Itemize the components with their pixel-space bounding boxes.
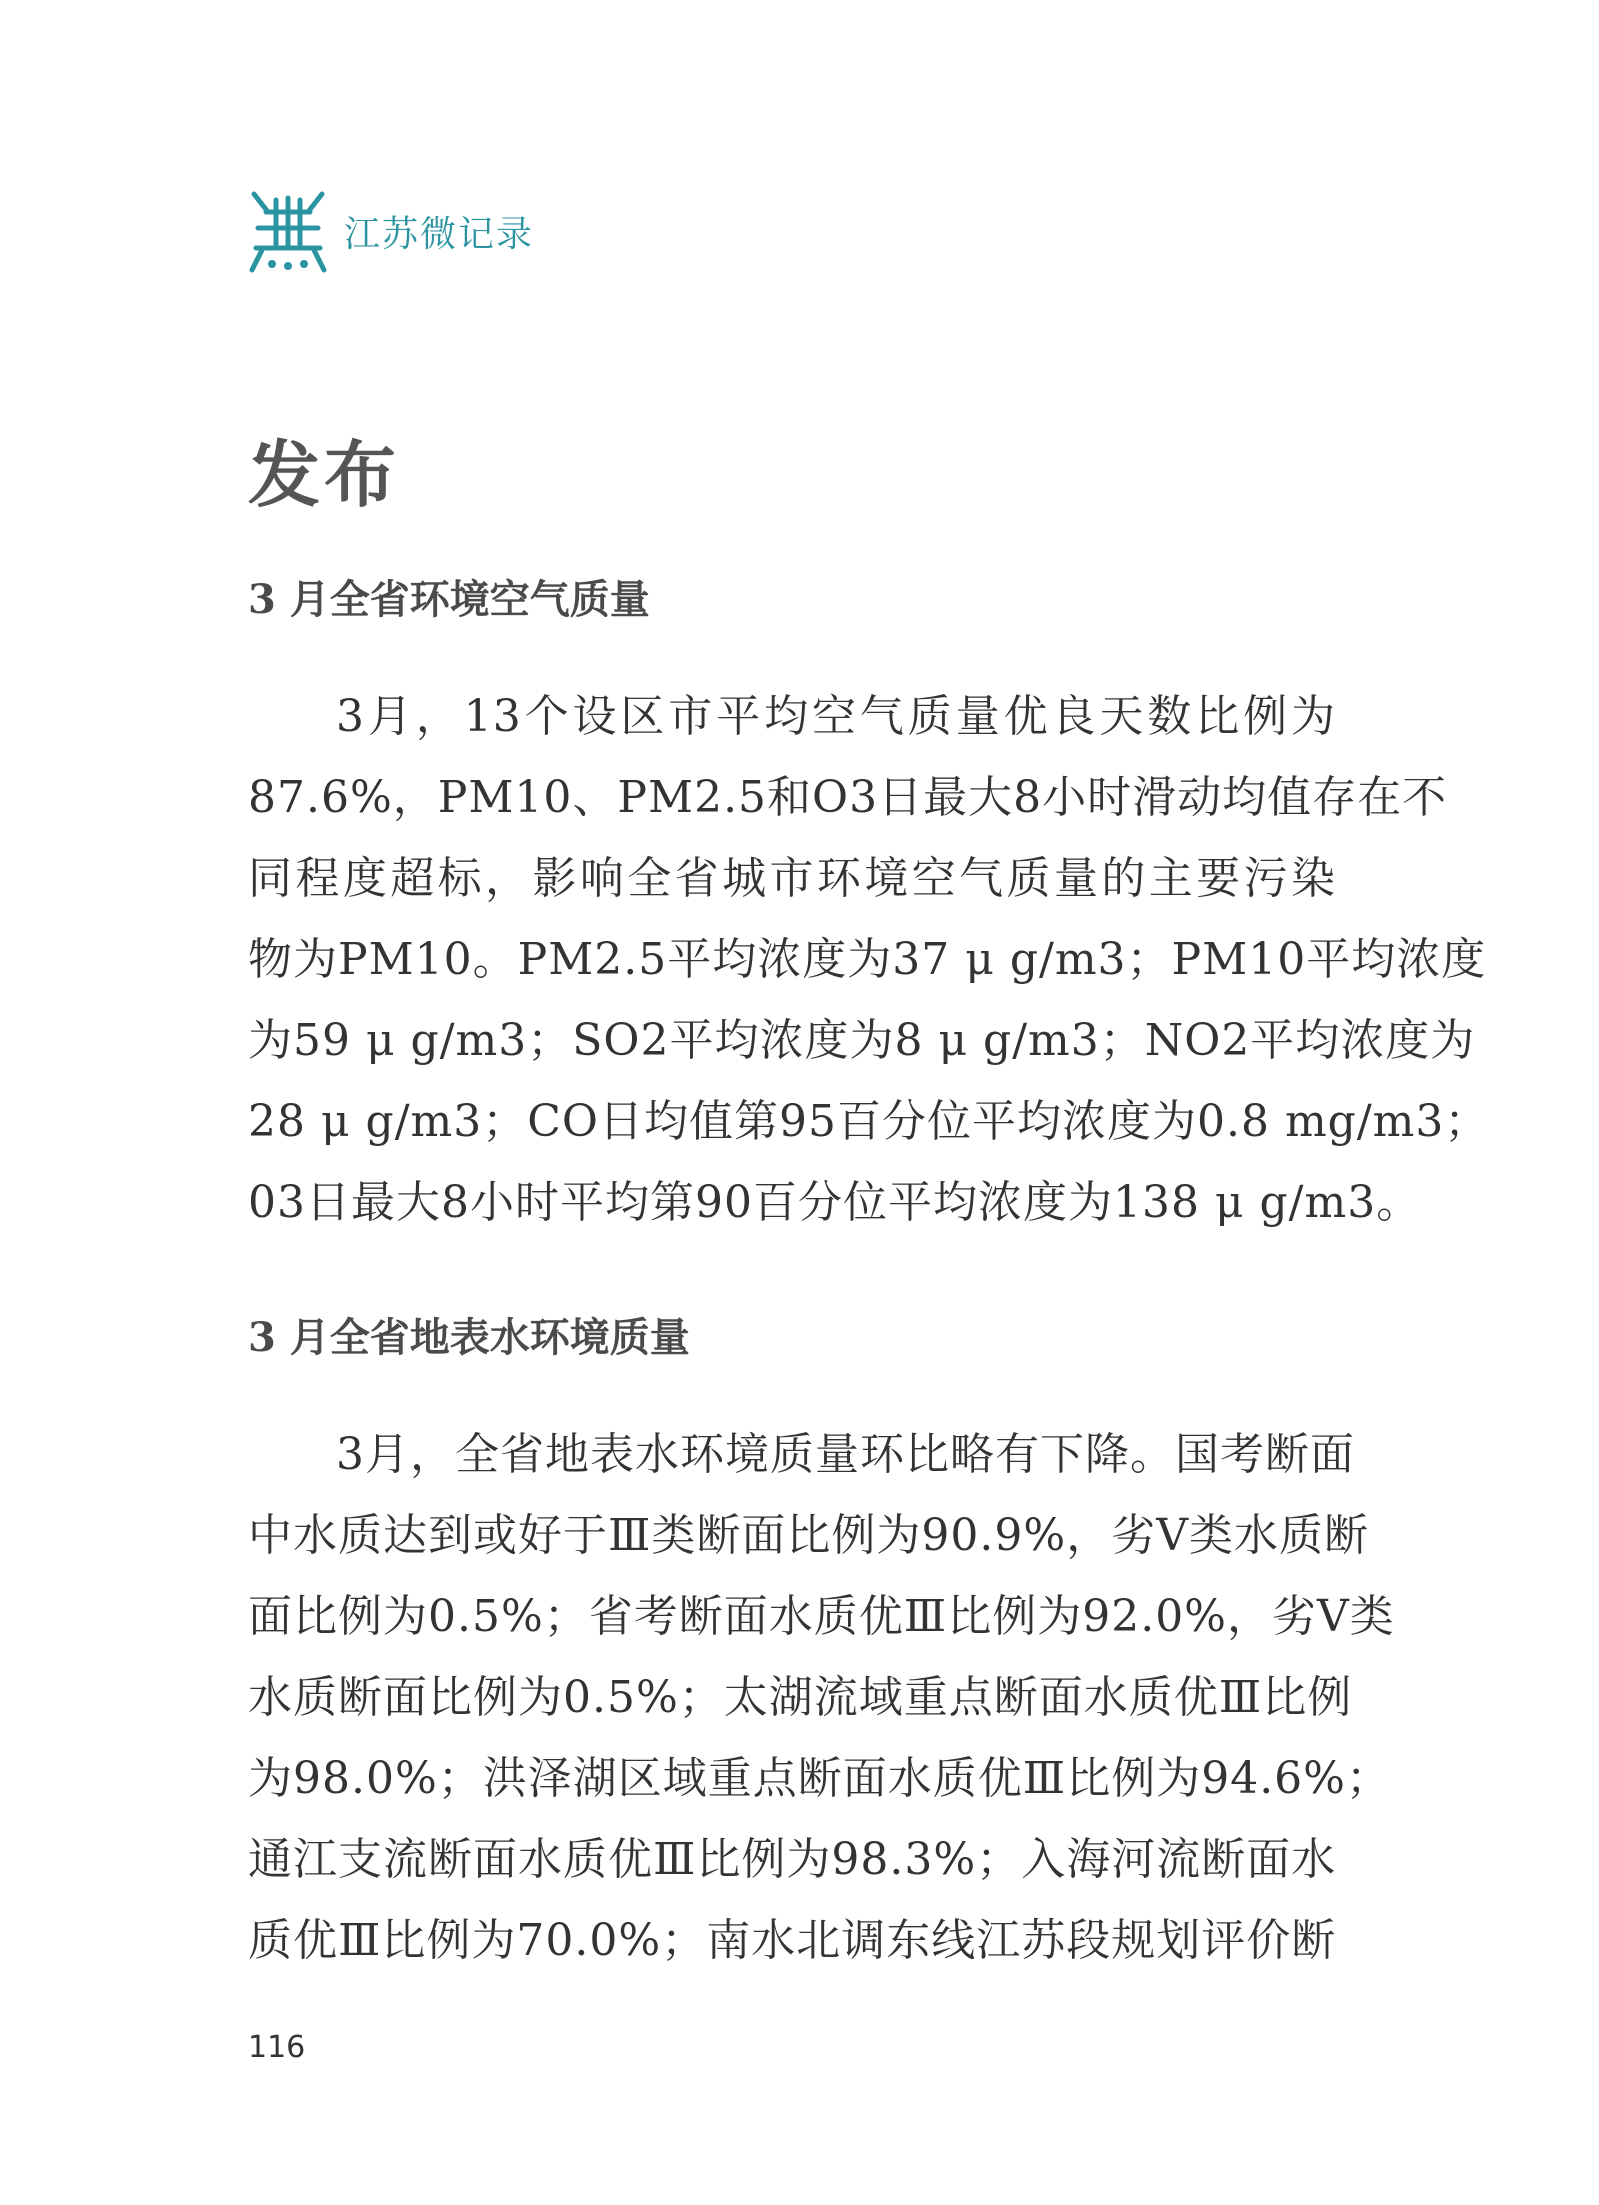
- paragraph-line: 为59 μ g/m3；SO2平均浓度为8 μ g/m3；NO2平均浓度为: [248, 1015, 1476, 1066]
- paragraph-line: 28 μ g/m3；CO日均值第95百分位平均浓度为0.8 mg/m3；: [248, 1096, 1490, 1147]
- paragraph-line: 03日最大8小时平均第90百分位平均浓度为138 μ g/m3。: [248, 1177, 1422, 1228]
- article-heading-surface-water: 3 月全省地表水环境质量: [248, 1314, 690, 1361]
- jiangsu-emblem-icon: [248, 188, 328, 274]
- header-title: 江苏微记录: [344, 213, 535, 255]
- paragraph-line: 中水质达到或好于Ⅲ类断面比例为90.9%，劣Ⅴ类水质断: [248, 1510, 1369, 1561]
- paragraph-line: 同程度超标，影响全省城市环境空气质量的主要污染: [248, 853, 1336, 904]
- paragraph-line: 为98.0%；洪泽湖区域重点断面水质优Ⅲ比例为94.6%；: [248, 1753, 1391, 1804]
- paragraph-line: 面比例为0.5%；省考断面水质优Ⅲ比例为92.0%，劣Ⅴ类: [248, 1591, 1395, 1642]
- paragraph-line: 通江支流断面水质优Ⅲ比例为98.3%；入海河流断面水: [248, 1834, 1337, 1885]
- paragraph-line: 87.6%，PM10、PM2.5和O3日最大8小时滑动均值存在不: [248, 772, 1448, 823]
- paragraph-line: 物为PM10。PM2.5平均浓度为37 μ g/m3；PM10平均浓度: [248, 934, 1487, 985]
- paragraph-line: 3月，13个设区市平均空气质量优良天数比例为: [336, 691, 1336, 742]
- paragraph-line: 水质断面比例为0.5%；太湖流域重点断面水质优Ⅲ比例: [248, 1672, 1353, 1723]
- paragraph-line: 3月，全省地表水环境质量环比略有下降。国考断面: [336, 1429, 1355, 1480]
- section-title: 发布: [248, 433, 401, 517]
- article-body-air-quality: [248, 676, 1490, 1243]
- page-header: [248, 188, 534, 274]
- paragraph-line: 质优Ⅲ比例为70.0%；南水北调东线江苏段规划评价断: [248, 1915, 1337, 1966]
- article-heading-air-quality: 3 月全省环境空气质量: [248, 576, 650, 623]
- article-body-surface-water: [248, 1414, 1395, 1981]
- page-number: 116: [248, 2030, 306, 2065]
